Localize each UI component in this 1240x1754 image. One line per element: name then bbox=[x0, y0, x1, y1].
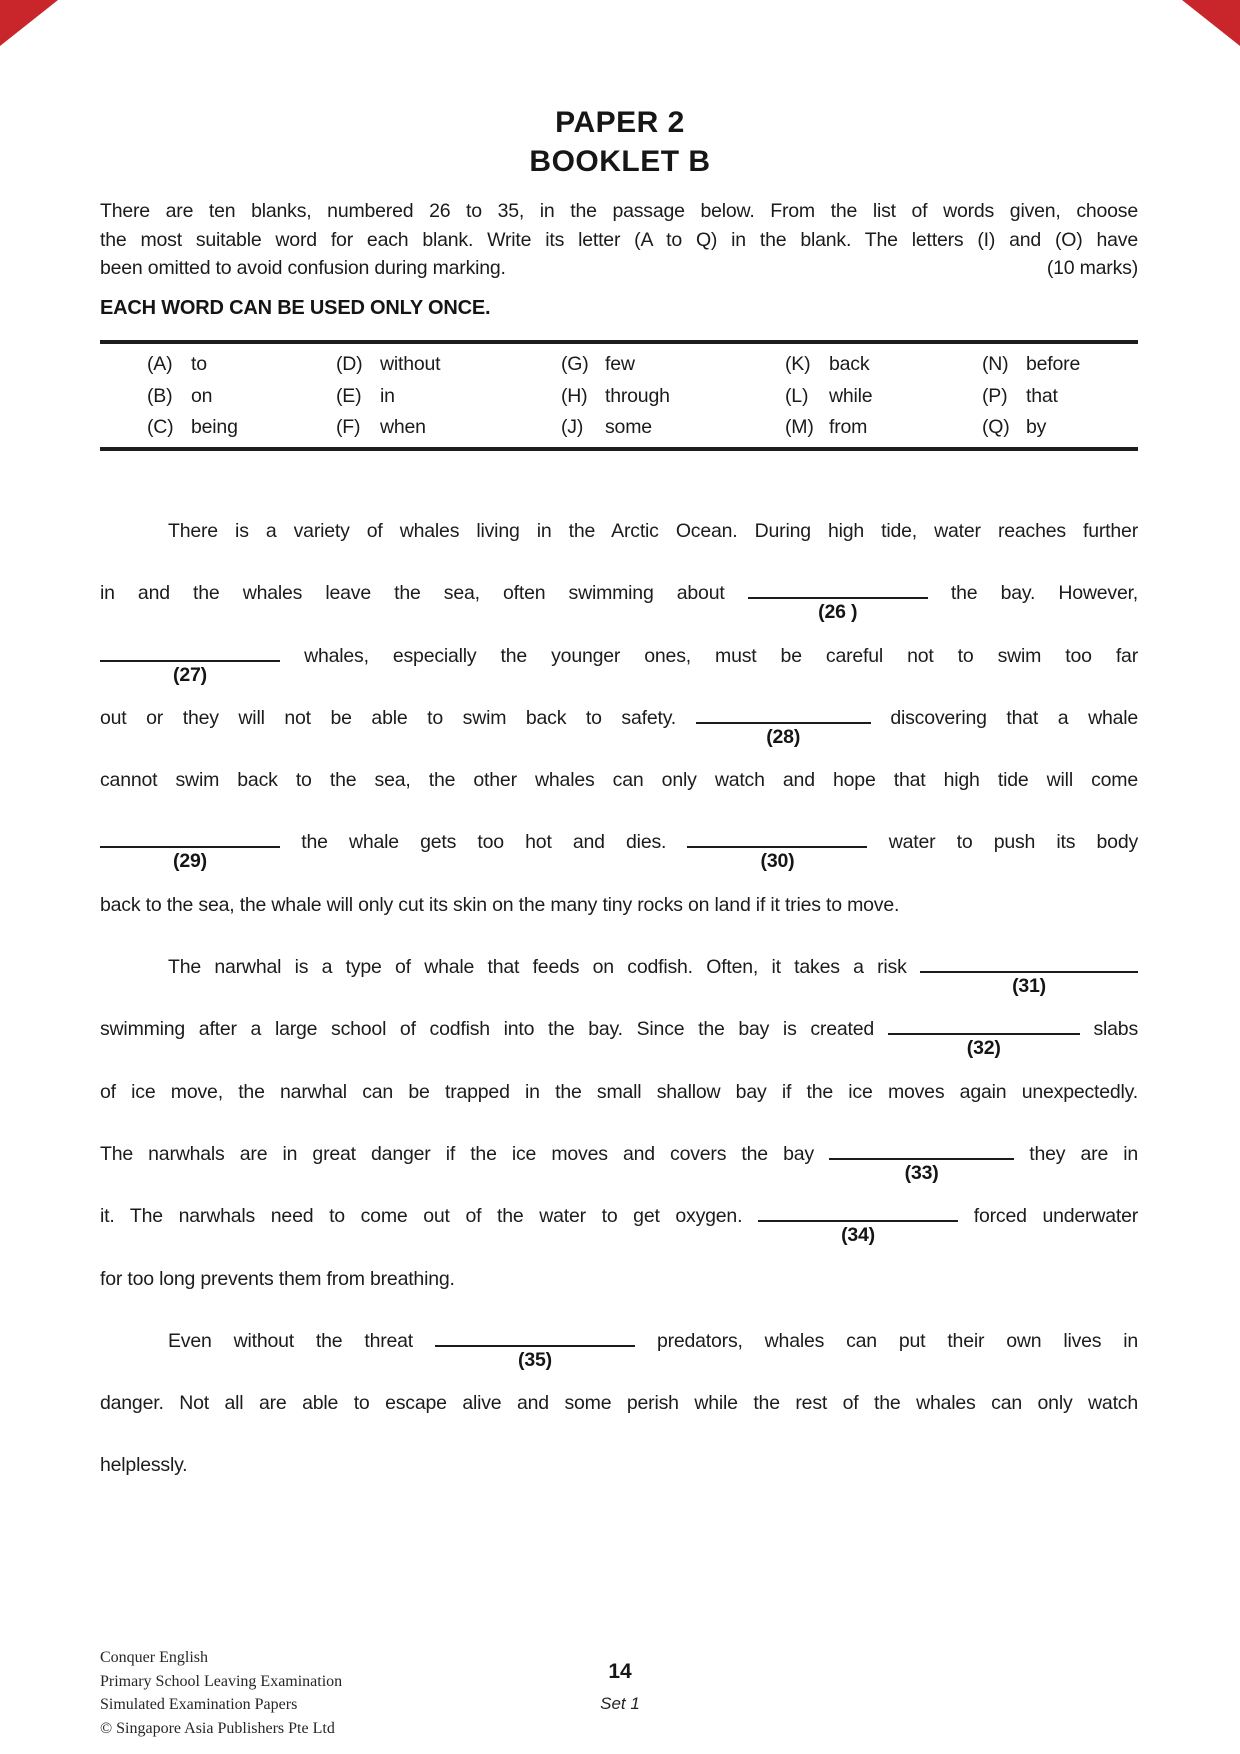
blank-number: (30) bbox=[760, 850, 795, 873]
blank-number: (34) bbox=[841, 1224, 875, 1247]
word-bank-word: on bbox=[191, 384, 213, 407]
word-bank-item bbox=[982, 385, 1138, 408]
word-bank-letter: (B) bbox=[147, 384, 173, 407]
word-bank-item bbox=[982, 353, 1138, 376]
fill-blank bbox=[696, 709, 871, 748]
passage-line bbox=[100, 643, 1138, 705]
passage-line bbox=[100, 1141, 1138, 1203]
word-bank-word: few bbox=[605, 353, 635, 375]
passage-text: the bay. However, bbox=[950, 582, 1139, 605]
fill-blank bbox=[687, 833, 867, 873]
word-bank-word: in bbox=[380, 384, 395, 407]
instructions-line bbox=[100, 254, 1138, 283]
passage-text: discovering that a whale bbox=[890, 706, 1139, 729]
fill-blank bbox=[920, 958, 1138, 998]
word-bank-table bbox=[100, 340, 1138, 451]
word-bank-item bbox=[336, 353, 561, 376]
fill-blank bbox=[829, 1145, 1014, 1184]
passage-text: Even without the threat bbox=[168, 1329, 414, 1352]
passage-line bbox=[100, 705, 1138, 767]
word-bank-note: EACH WORD CAN BE USED ONLY ONCE. bbox=[100, 297, 491, 319]
word-bank-word: before bbox=[1026, 353, 1081, 375]
passage-text: in and the whales leave the sea, often swimming about bbox=[100, 582, 725, 605]
passage-text: water to push its body bbox=[888, 831, 1139, 854]
word-bank-item bbox=[147, 385, 336, 408]
word-bank-item bbox=[561, 353, 785, 376]
word-bank-letter: (E) bbox=[336, 384, 362, 407]
word-bank-letter: (G) bbox=[561, 353, 589, 375]
passage-line bbox=[100, 1079, 1138, 1141]
word-bank-letter: (D) bbox=[336, 353, 363, 375]
publisher-line: Simulated Examination Papers bbox=[100, 1696, 298, 1713]
fill-blank bbox=[100, 833, 280, 873]
passage-text: The narwhals are in great danger if the ice moves and covers the bay bbox=[100, 1142, 814, 1165]
passage-line bbox=[100, 954, 1138, 1016]
instructions-line-text: been omitted to avoid confusion during marking. bbox=[100, 257, 506, 279]
blank-number: (27) bbox=[173, 663, 207, 686]
passage-text: predators, whales can put their own lives in bbox=[656, 1329, 1139, 1352]
passage-line bbox=[100, 580, 1138, 642]
fill-blank bbox=[758, 1207, 958, 1247]
set-label: Set 1 bbox=[600, 1694, 640, 1713]
word-bank-item bbox=[561, 385, 785, 408]
word-bank-item bbox=[785, 385, 982, 408]
page-number: 14 bbox=[608, 1660, 632, 1683]
publisher-line: Primary School Leaving Examination bbox=[100, 1672, 343, 1690]
passage-text: it. The narwhals need to come out of the water to get oxygen. bbox=[100, 1205, 743, 1228]
blank-number: (35) bbox=[518, 1348, 552, 1371]
passage-text: The narwhal is a type of whale that feeds on codfish. Often, it takes a risk bbox=[168, 956, 907, 979]
passage-text: There is a variety of whales living in the Arctic Ocean. During high tide, water reaches further bbox=[168, 520, 1138, 542]
word-bank-word: to bbox=[191, 353, 207, 375]
blank-number: (29) bbox=[173, 850, 207, 873]
passage-text: they are in bbox=[1029, 1142, 1139, 1165]
word-bank-letter: (N) bbox=[982, 353, 1009, 375]
instructions-line: There are ten blanks, numbered 26 to 35, in the passage below. From the list of words given, choose bbox=[100, 200, 1138, 222]
word-bank-item bbox=[147, 416, 336, 439]
blank-number: (31) bbox=[1012, 975, 1046, 998]
fill-blank bbox=[888, 1020, 1080, 1060]
passage-text: danger. Not all are able to escape alive and some perish while the rest of the whales can only watch bbox=[100, 1392, 1138, 1415]
page-title: PAPER 2 bbox=[555, 106, 685, 139]
word-bank-word: that bbox=[1026, 384, 1058, 407]
page-number-block bbox=[0, 1660, 1240, 1714]
word-bank-letter: (J) bbox=[561, 416, 584, 438]
word-bank-item bbox=[561, 416, 785, 439]
word-bank-item bbox=[982, 416, 1138, 439]
passage-line bbox=[100, 829, 1138, 891]
passage-text: out or they will not be able to swim back to safety. bbox=[100, 706, 677, 729]
word-bank-letter: (P) bbox=[982, 384, 1008, 407]
passage-text: slabs bbox=[1093, 1018, 1138, 1041]
passage-line bbox=[100, 892, 1138, 954]
blank-number: (32) bbox=[966, 1037, 1001, 1060]
page-header bbox=[0, 103, 1240, 181]
passage-text: back to the sea, the whale will only cut its skin on the many tiny rocks on land if it tries to move. bbox=[100, 893, 900, 916]
blank-number: (33) bbox=[904, 1161, 939, 1184]
word-bank-item bbox=[336, 416, 561, 439]
instructions-line: the most suitable word for each blank. Write its letter (A to Q) in the blank. The letters (I) and (O) have bbox=[100, 228, 1138, 251]
word-bank-word: back bbox=[829, 353, 870, 375]
word-bank-item bbox=[147, 353, 336, 376]
publisher-line: Conquer English bbox=[100, 1649, 208, 1666]
blank-number: (26 ) bbox=[818, 601, 858, 624]
word-bank-letter: (C) bbox=[147, 416, 174, 438]
cloze-passage bbox=[100, 518, 1138, 1515]
passage-text: the whale gets too hot and dies. bbox=[301, 831, 667, 854]
word-bank-word: without bbox=[380, 353, 441, 375]
word-bank-word: some bbox=[605, 416, 652, 438]
word-bank-letter: (F) bbox=[336, 416, 361, 438]
word-bank-item bbox=[336, 385, 561, 408]
passage-line bbox=[100, 1266, 1138, 1328]
passage-line bbox=[100, 1328, 1138, 1390]
passage-line bbox=[100, 518, 1138, 580]
corner-triangle-right-icon bbox=[1182, 0, 1240, 46]
blank-number: (28) bbox=[766, 725, 801, 748]
instructions bbox=[100, 197, 1138, 283]
passage-text: whales, especially the younger ones, must be careful not to swim too far bbox=[304, 644, 1138, 667]
word-bank-letter: (L) bbox=[785, 384, 809, 407]
passage-line bbox=[100, 1452, 1138, 1514]
passage-text: for too long prevents them from breathing. bbox=[100, 1267, 455, 1290]
page-subtitle: BOOKLET B bbox=[529, 145, 711, 178]
passage-line bbox=[100, 1016, 1138, 1078]
word-bank-item bbox=[785, 416, 982, 439]
word-bank-word: through bbox=[605, 384, 670, 407]
marks-label: (10 marks) bbox=[1046, 257, 1138, 279]
word-bank-letter: (K) bbox=[785, 353, 811, 375]
word-bank-letter: (Q) bbox=[982, 416, 1010, 438]
word-bank-letter: (H) bbox=[561, 384, 588, 407]
passage-text: swimming after a large school of codfish into the bay. Since the bay is created bbox=[100, 1018, 874, 1041]
passage-line bbox=[100, 1203, 1138, 1265]
word-bank-row bbox=[147, 385, 1138, 417]
fill-blank bbox=[748, 584, 928, 624]
fill-blank bbox=[435, 1332, 635, 1371]
word-bank-row bbox=[147, 416, 1138, 448]
passage-line bbox=[100, 1390, 1138, 1452]
passage-text: forced underwater bbox=[973, 1205, 1139, 1228]
publisher-line: © Singapore Asia Publishers Pte Ltd bbox=[100, 1719, 335, 1737]
word-bank-letter: (M) bbox=[785, 416, 814, 438]
word-bank-word: while bbox=[829, 384, 873, 407]
word-bank-word: being bbox=[191, 416, 238, 438]
passage-text: helplessly. bbox=[100, 1454, 188, 1477]
word-bank-word: by bbox=[1026, 416, 1047, 438]
word-bank-item bbox=[785, 353, 982, 376]
passage-line bbox=[100, 767, 1138, 829]
fill-blank bbox=[100, 647, 280, 686]
word-bank-word: when bbox=[380, 416, 426, 438]
word-bank-word: from bbox=[829, 416, 868, 438]
passage-text: of ice move, the narwhal can be trapped in the small shallow bay if the ice moves again unexpectedly. bbox=[100, 1080, 1138, 1103]
corner-triangle-left-icon bbox=[0, 0, 58, 46]
word-bank-letter: (A) bbox=[147, 353, 173, 375]
passage-text: cannot swim back to the sea, the other whales can only watch and hope that high tide will come bbox=[100, 769, 1138, 792]
word-bank-row bbox=[147, 353, 1138, 385]
